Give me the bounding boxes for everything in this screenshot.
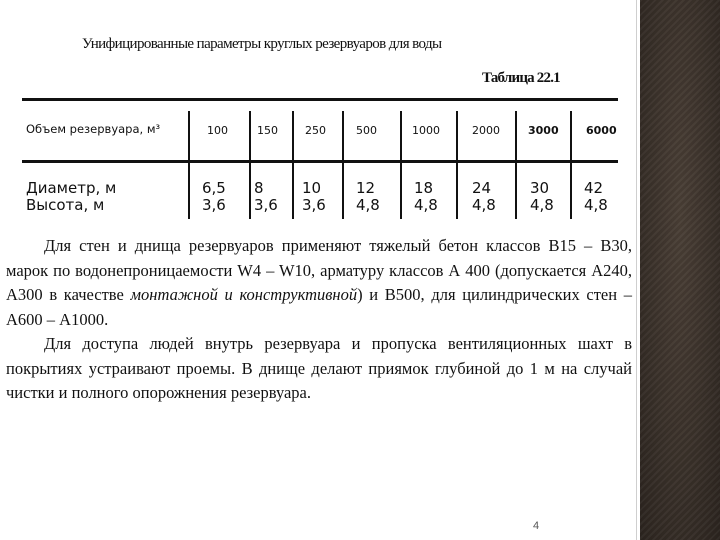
diameter-cell: 24 [472, 179, 492, 197]
diameter-cell: 6,5 [202, 179, 226, 197]
table-top-rule [22, 98, 618, 101]
column-divider [570, 111, 572, 219]
column-divider [400, 111, 402, 219]
body-paragraph-materials [6, 234, 632, 332]
height-cell: 3,6 [302, 196, 326, 214]
column-divider [342, 111, 344, 219]
volume-cell: 3000 [528, 124, 559, 137]
decorative-sidebar [640, 0, 720, 540]
row-label-diameter: Диаметр, м [26, 179, 117, 197]
sidebar-divider [636, 0, 637, 540]
page-number: 4 [533, 520, 540, 532]
paragraph-text: ) и В500, для цилиндрических стен – А600 – А1000. [6, 285, 632, 329]
height-cell: 3,6 [254, 196, 278, 214]
column-divider [515, 111, 517, 219]
diameter-cell: 10 [302, 179, 322, 197]
diameter-cell: 8 [254, 179, 264, 197]
slide-title: Унифицированные параметры круглых резервуаров для воды [82, 36, 442, 52]
height-cell: 4,8 [472, 196, 496, 214]
table-header-rule [22, 160, 618, 163]
volume-cell: 250 [305, 124, 326, 137]
volume-cell: 2000 [472, 124, 500, 137]
row-label-height: Высота, м [26, 196, 105, 214]
table-caption: Таблица 22.1 [482, 70, 560, 86]
column-divider [188, 111, 190, 219]
diameter-cell: 18 [414, 179, 434, 197]
paragraph-text: Для доступа людей внутрь резервуара и пропуска вентиляционных шахт в покрытиях устраивают проемы. В днище делают приямок глубиной до 1 м на случай чистки и полного опорожнения резервуара. [6, 334, 632, 402]
height-cell: 4,8 [584, 196, 608, 214]
volume-cell: 6000 [586, 124, 617, 137]
header-volume-label: Объем резервуара, м³ [26, 122, 161, 136]
volume-cell: 1000 [412, 124, 440, 137]
volume-cell: 100 [207, 124, 228, 137]
height-cell: 3,6 [202, 196, 226, 214]
column-divider [249, 111, 251, 219]
diameter-cell: 42 [584, 179, 604, 197]
paragraph-text: Для стен и днища резервуаров применяют тяжелый бетон классов В15 – В30, марок по водонепроницаемости W4 – W10, арматуру классов А 400 (допускается А240, А300 в качестве [6, 236, 632, 304]
paragraph-italic-text: монтажной и конструктивной [130, 285, 358, 304]
volume-cell: 500 [356, 124, 377, 137]
body-paragraph-access [6, 332, 632, 406]
height-cell: 4,8 [356, 196, 380, 214]
column-divider [292, 111, 294, 219]
volume-cell: 150 [257, 124, 278, 137]
diameter-cell: 30 [530, 179, 550, 197]
height-cell: 4,8 [414, 196, 438, 214]
column-divider [456, 111, 458, 219]
height-cell: 4,8 [530, 196, 554, 214]
diameter-cell: 12 [356, 179, 376, 197]
reservoir-parameters-table [22, 98, 618, 218]
